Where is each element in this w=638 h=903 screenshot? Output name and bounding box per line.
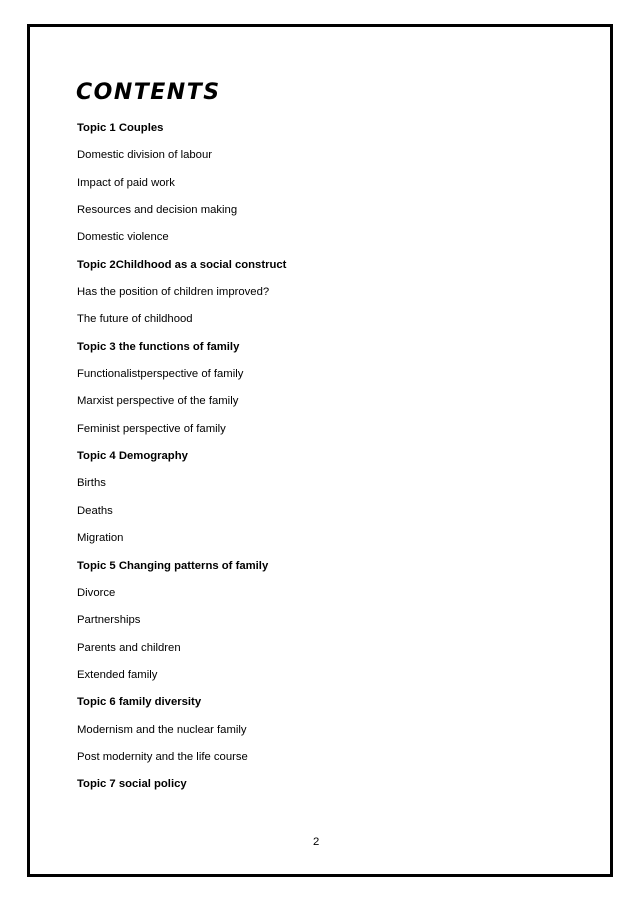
toc-topic-heading: Topic 7 social policy [77,778,187,791]
toc-topic-heading: Topic 2Childhood as a social construct [77,258,287,271]
toc-subtopic: Domestic violence [77,231,169,244]
toc-topic-heading: Topic 6 family diversity [77,696,202,709]
toc-subtopic: Deaths [77,504,113,517]
toc-subtopic: Extended family [77,668,158,681]
toc-subtopic: Impact of paid work [77,176,175,189]
toc-subtopic: Has the position of children improved? [77,286,270,299]
toc-subtopic: Feminist perspective of family [77,422,226,435]
toc-subtopic: Marxist perspective of the family [77,395,239,408]
toc-topic-heading: Topic 5 Changing patterns of family [77,559,269,572]
toc-subtopic: Parents and children [77,641,181,654]
toc-subtopic: Partnerships [77,614,141,627]
toc-topic-heading: Topic 1 Couples [77,122,164,134]
toc-subtopic: Domestic division of labour [77,149,212,162]
toc-topic-heading: Topic 3 the functions of family [77,340,240,353]
toc-topic-heading: Topic 4 Demography [77,450,188,463]
toc-subtopic: Functionalistperspective of family [77,368,244,381]
toc-subtopic: Post modernity and the life course [77,750,248,763]
table-of-contents [77,118,286,802]
toc-subtopic: Resources and decision making [77,204,238,217]
toc-subtopic: Divorce [77,586,116,599]
page-number: 2 [313,836,320,848]
toc-subtopic: Modernism and the nuclear family [77,723,247,736]
toc-subtopic: Migration [77,532,124,545]
page-title: CONTENTS [76,80,221,105]
toc-subtopic: Births [77,477,106,490]
toc-subtopic: The future of childhood [77,313,193,326]
